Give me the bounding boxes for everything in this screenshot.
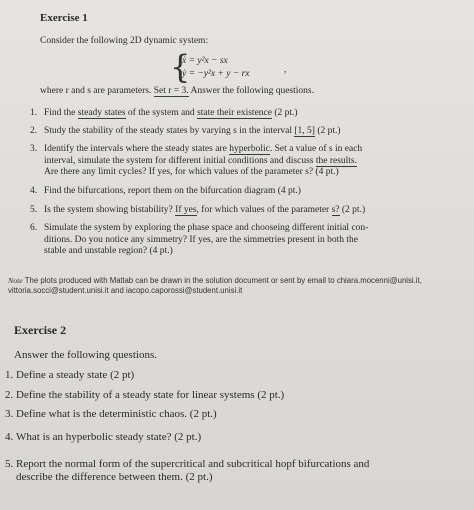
q5-parameter-s: s? — [331, 205, 340, 215]
question-text: Define the stability of a steady state for linear systems (2 pt.) — [16, 389, 285, 401]
system-comma: , — [284, 65, 287, 75]
params-pre: where r and s are parameters. — [40, 86, 152, 96]
q1-text-c: of the system and — [125, 108, 198, 118]
exercise-1-question-6 — [30, 223, 368, 258]
exercise-1-title: Exercise 1 — [40, 12, 88, 24]
q3-line3: Are there any limit cycles? If yes, for which values of the parameter s? (4 pt.) — [44, 167, 339, 177]
question-number: 6. — [30, 223, 38, 233]
exercise-2-question-2 — [5, 389, 284, 402]
q6-line2: ditions. Do you notice any simmetry? If yes, are the simmetries present in both the — [44, 234, 358, 245]
params-post: Answer the following questions. — [190, 86, 314, 96]
q3-results: the results. — [315, 155, 358, 166]
q3-line2-a: interval, simulate the system for different initial conditions and discuss — [44, 155, 316, 166]
q1-text-e: (2 pt.) — [271, 108, 298, 118]
exercise-2-question-4 — [5, 431, 201, 444]
dynamic-system — [170, 48, 300, 86]
question-number: 5. — [5, 458, 14, 470]
equation-x-dot: ẋ = y²x − sx — [182, 56, 228, 66]
question-number: 1. — [5, 369, 14, 381]
exercise-1-question-1 — [30, 108, 298, 120]
question-text-line2: describe the difference between them. (2 pt.) — [16, 471, 213, 483]
exercise-1-question-3 — [30, 144, 362, 179]
q2-text-a: Study the stability of the steady states by varying s in the interval — [44, 126, 295, 136]
exercise-1-intro: Consider the following 2D dynamic system: — [40, 36, 209, 46]
exercise-2-question-5 — [5, 458, 369, 484]
q1-underlined-steady-states: steady states — [77, 108, 126, 118]
q2-text-c: (2 pt.) — [314, 126, 341, 136]
question-number: 2. — [5, 389, 14, 401]
exercise-1-question-4 — [30, 186, 301, 198]
question-text: What is an hyperbolic steady state? (2 pt.) — [16, 431, 202, 443]
exercise-1-question-2 — [30, 126, 341, 138]
q3-hyperbolic: hyperbolic — [229, 144, 270, 154]
q5-if-yes: If yes — [175, 205, 197, 215]
q1-text-a: Find the — [44, 108, 78, 118]
exercise-2-intro: Answer the following questions. — [14, 349, 157, 361]
q5-text-c: , for which values of the parameter — [196, 205, 332, 215]
q5-text-e: (2 pt.) — [339, 205, 366, 215]
params-set: Set r = 3. — [153, 86, 189, 96]
exercise-1-question-5 — [30, 205, 365, 217]
q4-text: Find the bifurcations, report them on the bifurcation diagram (4 pt.) — [44, 186, 301, 196]
parameters-line — [40, 86, 314, 96]
q1-underlined-existence: state their existence — [197, 108, 272, 118]
exercise-2-question-3 — [5, 408, 217, 421]
q3-line1-c: . Set a value of s in each — [269, 144, 363, 154]
note-text1: The plots produced with Matlab can be drawn in the solution document or sent by email to chiara.mocenni@unisi.it, — [24, 276, 422, 285]
question-number: 4. — [5, 431, 14, 443]
exercise-2-title: Exercise 2 — [14, 323, 67, 337]
question-text: Define a steady state (2 pt) — [16, 369, 135, 381]
q5-text-a: Is the system showing bistability? — [44, 205, 176, 215]
question-text-line1: Report the normal form of the supercritical and subcritical hopf bifurcations and — [16, 458, 370, 470]
equation-y-dot: ẏ = −y²x + y − rx — [182, 69, 250, 79]
note-label: Note — [8, 276, 23, 285]
q2-interval: [1, 5] — [294, 126, 315, 136]
note-line2: vittoria.socci@student.unisi.it and iacopo.caporossi@student.unisi.it — [8, 286, 243, 295]
q6-line1: Simulate the system by exploring the phase space and chooseing different initial con- — [44, 223, 369, 233]
exercise-2-question-1 — [5, 369, 134, 382]
question-number: 3. — [30, 144, 38, 154]
q3-line1-a: Identify the intervals where the steady states are — [44, 144, 230, 154]
question-number: 1. — [30, 108, 38, 118]
question-number: 3. — [5, 408, 14, 420]
note-line1 — [8, 276, 468, 286]
system-brace: { — [170, 48, 191, 86]
q6-line3: stable and unstable region? (4 pt.) — [44, 246, 173, 256]
q3-line2 — [30, 156, 362, 168]
question-number: 4. — [30, 186, 38, 196]
question-number: 2. — [30, 126, 38, 136]
question-text: Define what is the deterministic chaos. (2 pt.) — [16, 408, 217, 420]
question-number: 5. — [30, 205, 38, 215]
plots-note — [8, 276, 468, 296]
